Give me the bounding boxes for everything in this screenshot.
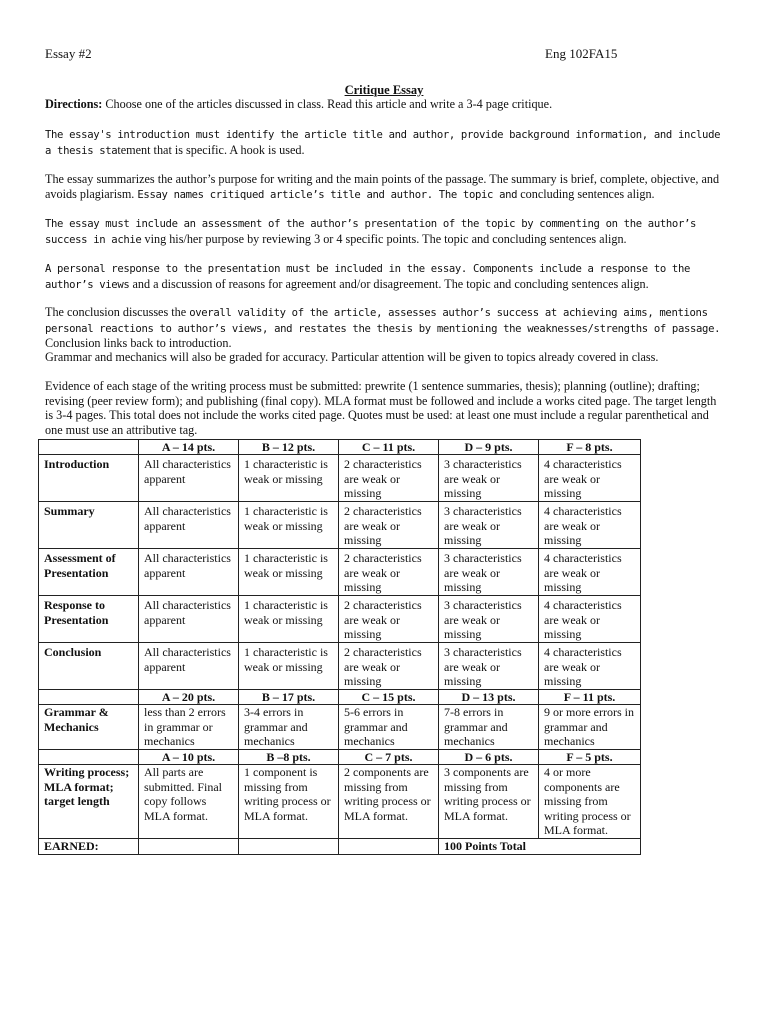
rubric-cell: 4 characteristics are weak or missing: [539, 643, 641, 690]
rubric-category: Writing process; MLA format; target length: [39, 765, 139, 839]
rubric-cell: 2 characteristics are weak or missing: [339, 596, 439, 643]
grade-header: A – 20 pts.: [139, 690, 239, 705]
points-total: 100 Points Total: [439, 839, 641, 855]
rubric-cell: All characteristics apparent: [139, 596, 239, 643]
rubric-cell: 1 characteristic is weak or missing: [239, 643, 339, 690]
rubric-cell: 4 or more components are missing from writing process or MLA format.: [539, 765, 641, 839]
rubric-category: Introduction: [39, 455, 139, 502]
rubric-row-writing-process: [39, 765, 641, 839]
rubric-header-row-10: [39, 750, 641, 765]
conclusion-paragraph: [45, 305, 725, 351]
rubric-row-introduction: [39, 455, 641, 502]
grading-rubric-table: [38, 439, 641, 855]
rubric-cell: 4 characteristics are weak or missing: [539, 502, 641, 549]
rubric-cell: 3 components are missing from writing process or MLA format.: [439, 765, 539, 839]
grade-header: A – 14 pts.: [139, 440, 239, 455]
rubric-cell: 2 characteristics are weak or missing: [339, 455, 439, 502]
response-text-mono: A personal response to the presentation must be included in the essay. Components include a response to the author’s views: [45, 263, 690, 291]
rubric-cell: All characteristics apparent: [139, 643, 239, 690]
essay-number: Essay #2: [45, 46, 92, 61]
rubric-cell: 3 characteristics are weak or missing: [439, 502, 539, 549]
directions-text: Choose one of the articles discussed in class. Read this article and write a 3-4 page critique.: [102, 97, 553, 111]
rubric-cell: 3 characteristics are weak or missing: [439, 549, 539, 596]
summary-paragraph: [45, 172, 725, 202]
rubric-header-empty: [39, 690, 139, 705]
conclusion-text-b: Conclusion links back to introduction.: [45, 336, 232, 351]
rubric-cell: 2 characteristics are weak or missing: [339, 643, 439, 690]
rubric-cell: 1 characteristic is weak or missing: [239, 455, 339, 502]
earned-cell: [339, 839, 439, 855]
rubric-category: Conclusion: [39, 643, 139, 690]
rubric-cell: 4 characteristics are weak or missing: [539, 596, 641, 643]
rubric-row-assessment: [39, 549, 641, 596]
rubric-category: Response to Presentation: [39, 596, 139, 643]
earned-cell: [239, 839, 339, 855]
rubric-cell: 2 characteristics are weak or missing: [339, 502, 439, 549]
rubric-row-response: [39, 596, 641, 643]
grade-header: B – 12 pts.: [239, 440, 339, 455]
rubric-cell: All characteristics apparent: [139, 502, 239, 549]
document-title: Critique Essay: [344, 83, 424, 97]
grade-header: D – 13 pts.: [439, 690, 539, 705]
grade-header: F – 8 pts.: [539, 440, 641, 455]
rubric-header-row-20: [39, 690, 641, 705]
rubric-cell: 1 characteristic is weak or missing: [239, 502, 339, 549]
response-paragraph: [45, 261, 725, 292]
conclusion-text-a: The conclusion discusses the: [45, 305, 190, 319]
rubric-cell: All characteristics apparent: [139, 455, 239, 502]
rubric-cell: 2 characteristics are weak or missing: [339, 549, 439, 596]
rubric-cell: 1 component is missing from writing process or MLA format.: [239, 765, 339, 839]
rubric-cell: 1 characteristic is weak or missing: [239, 549, 339, 596]
rubric-cell: 1 characteristic is weak or missing: [239, 596, 339, 643]
introduction-text-mono: The essay's introduction must identify the article title and author, provide background information, and include a thesis sta: [45, 129, 721, 157]
rubric-header-row-14: [39, 440, 641, 455]
rubric-row-earned: [39, 839, 641, 855]
rubric-cell: 3 characteristics are weak or missing: [439, 596, 539, 643]
earned-cell: [139, 839, 239, 855]
grade-header: C – 11 pts.: [339, 440, 439, 455]
assessment-text-mono: The essay must include an assessment of the author’s presentation of the topic by commenting on the author’s success in achie: [45, 218, 697, 246]
directions-paragraph: [45, 97, 725, 112]
rubric-header-empty: [39, 750, 139, 765]
course-code: Eng 102FA15: [545, 46, 618, 61]
rubric-header-empty: [39, 440, 139, 455]
evidence-paragraph: Evidence of each stage of the writing process must be submitted: prewrite (1 sentence summaries, thesis); planning (outline); drafting; revising (peer review form); and publishing (final copy). MLA format must be followed and include a works cited page. The target length is 3-4 pages. This total does not include the works cited page. Quotes must be used: at least one must include a regular parenthetical and one must use an attributive tag.: [45, 379, 717, 437]
rubric-cell: 3 characteristics are weak or missing: [439, 455, 539, 502]
rubric-cell: less than 2 errors in grammar or mechanics: [139, 705, 239, 750]
summary-text-mono: Essay names critiqued article’s title and author. The topic and: [137, 188, 518, 201]
rubric-cell: 3-4 errors in grammar and mechanics: [239, 705, 339, 750]
rubric-cell: All characteristics apparent: [139, 549, 239, 596]
summary-text-b: concluding sentences align.: [517, 186, 655, 201]
grade-header: D – 6 pts.: [439, 750, 539, 765]
grade-header: B –8 pts.: [239, 750, 339, 765]
summary-text-a: The essay summarizes the author’s purpose for writing and the main points of the passage. The summary is brief, complete, objective, and avoids plagiarism.: [45, 172, 720, 201]
rubric-category: Summary: [39, 502, 139, 549]
assessment-paragraph: [45, 216, 725, 247]
grade-header: C – 15 pts.: [339, 690, 439, 705]
rubric-cell: 9 or more errors in grammar and mechanics: [539, 705, 641, 750]
response-text: and a discussion of reasons for agreement and/or disagreement. The topic and concluding sentences align.: [129, 276, 649, 291]
introduction-text: tement that is specific. A hook is used.: [117, 142, 305, 157]
earned-label: EARNED:: [39, 839, 139, 855]
grade-header: B – 17 pts.: [239, 690, 339, 705]
rubric-cell: 3 characteristics are weak or missing: [439, 643, 539, 690]
introduction-paragraph: [45, 127, 725, 158]
rubric-category: Grammar & Mechanics: [39, 705, 139, 750]
rubric-cell: All parts are submitted. Final copy follows MLA format.: [139, 765, 239, 839]
grade-header: A – 10 pts.: [139, 750, 239, 765]
rubric-cell: 5-6 errors in grammar and mechanics: [339, 705, 439, 750]
grade-header: D – 9 pts.: [439, 440, 539, 455]
grade-header: F – 11 pts.: [539, 690, 641, 705]
rubric-row-summary: [39, 502, 641, 549]
rubric-row-conclusion: [39, 643, 641, 690]
rubric-cell: 7-8 errors in grammar and mechanics: [439, 705, 539, 750]
rubric-cell: 4 characteristics are weak or missing: [539, 455, 641, 502]
rubric-cell: 2 components are missing from writing process or MLA format.: [339, 765, 439, 839]
assessment-text: ving his/her purpose by reviewing 3 or 4 specific points. The topic and concluding sentences align.: [141, 231, 627, 246]
grade-header: F – 5 pts.: [539, 750, 641, 765]
grammar-paragraph: Grammar and mechanics will also be graded for accuracy. Particular attention will be given to topics already covered in class.: [45, 350, 659, 364]
directions-label: Directions:: [45, 97, 103, 111]
rubric-category: Assessment of Presentation: [39, 549, 139, 596]
grade-header: C – 7 pts.: [339, 750, 439, 765]
rubric-row-grammar: [39, 705, 641, 750]
rubric-cell: 4 characteristics are weak or missing: [539, 549, 641, 596]
conclusion-text-mono: overall validity of the article, assesses author’s success at achieving aims, mentions personal reactions to author’s views, and restates the thesis by mentioning the weaknesses/strengths of passage.: [45, 307, 721, 335]
